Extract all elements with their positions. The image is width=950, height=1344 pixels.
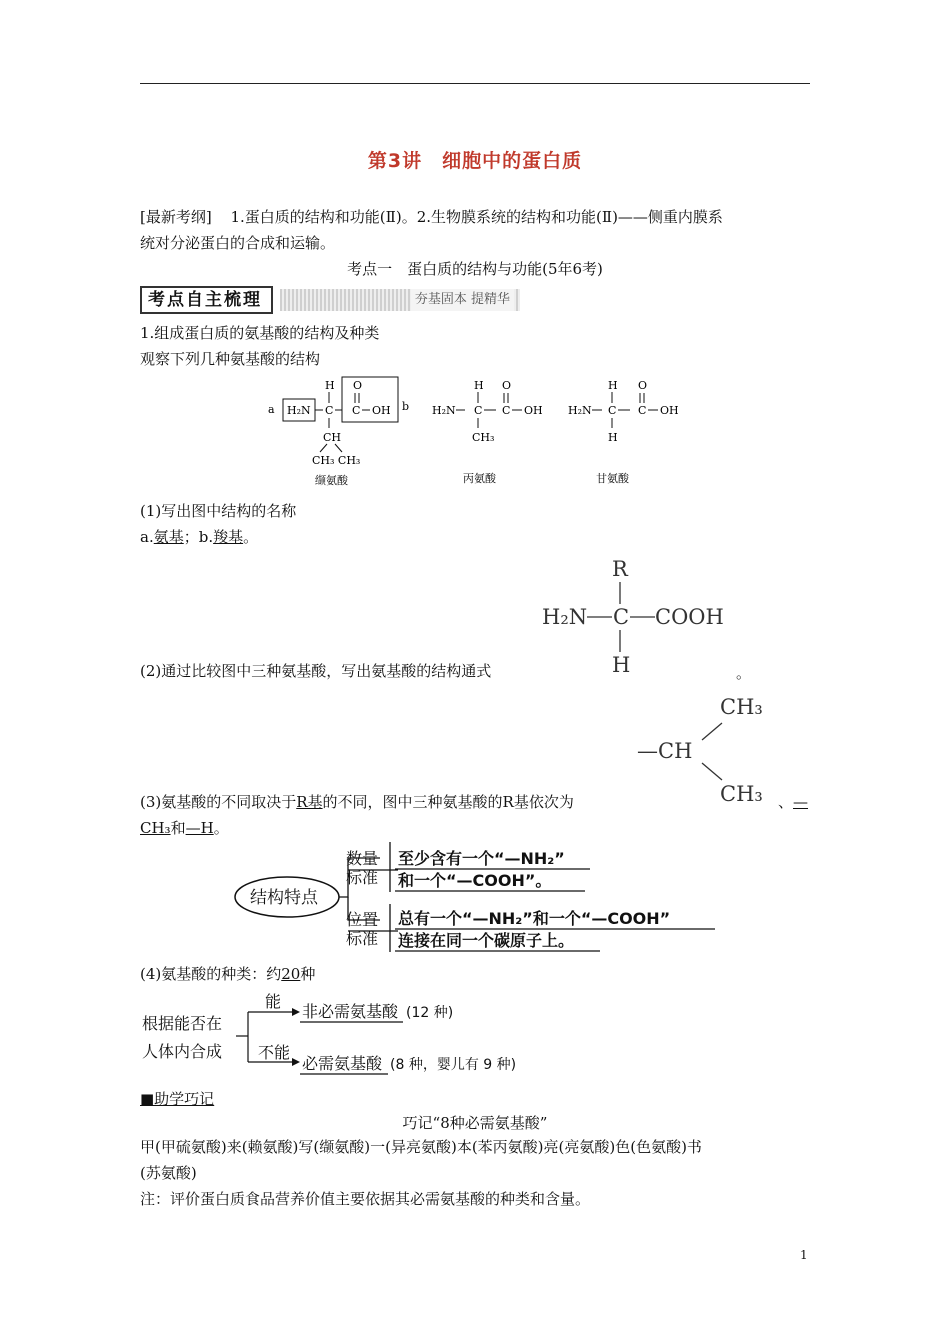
label-b: b [402,400,410,413]
bond [702,763,722,780]
formula-cooh: COOH [655,605,724,629]
tips-label: ■助学巧记 [140,1090,215,1108]
question-4-end: 种 [300,965,316,983]
question-3-mid: 的不同，图中三种氨基酸的R基依次为 [322,793,574,811]
iso-ch3-top: CH₃ [720,695,763,719]
valine-nh2: H₂N [287,404,311,417]
branch-no-label: 不能 [258,1043,291,1062]
iso-ch: —CH [637,739,693,763]
bond [335,444,342,452]
arrowhead [292,1008,300,1016]
valine-h: H [325,379,335,392]
answer-20: 20 [281,965,301,983]
alanine-ch3: CH₃ [472,431,495,444]
nonessential-label: 非必需氨基酸 [302,1002,399,1021]
center-label: 结构特点 [250,888,318,908]
valine-o: O [353,379,363,392]
question-3-tail [778,789,808,815]
question-1: (1)写出图中结构的名称 [140,502,297,520]
isopropyl-r-group [630,688,780,810]
quantity-label-1: 数量 [346,849,379,868]
answer-hydrogen: —H [185,819,214,837]
section-1-intro: 观察下列几种氨基酸的结构 [140,350,321,368]
section-1-heading: 1.组成蛋白质的氨基酸的结构及种类 [140,324,380,342]
exam-outline-text: 1.蛋白质的结构和功能(Ⅱ)。2.生物膜系统的结构和功能(Ⅱ)——侧重内膜系 [230,208,723,226]
position-text-1: 总有一个“—NH₂”和一个“—COOH” [398,909,671,928]
glycine-nh2: H₂N [568,404,592,417]
alanine-h: H [474,379,484,392]
question-4 [140,961,315,987]
answer-methyl: CH₃ [140,819,171,837]
arrowhead [292,1058,300,1066]
valine-name: 缬氨酸 [315,474,348,487]
banner-strip [280,289,520,311]
answer-1-a-prefix: a. [140,528,154,546]
valine-c: C [325,404,334,417]
iso-ch3-bottom: CH₃ [720,782,763,806]
question-2-end: 。 [736,664,752,682]
structure-features-diagram [230,840,730,960]
label-a: a [268,403,275,416]
glycine-oh: OH [660,404,679,417]
branch-yes-label: 能 [265,992,282,1011]
exam-outline-line2: 统对分泌蛋白的合成和运输。 [140,234,336,252]
tips-note: 注：评价蛋白质食品营养价值主要依据其必需氨基酸的种类和含量。 [140,1190,591,1208]
bond [702,723,722,740]
position-label-2: 标准 [346,929,379,948]
question-4-pre: (4)氨基酸的种类：约 [140,965,282,983]
valine-ch3-pair: CH₃ CH₃ [312,454,361,467]
banner-subtitle: 夯基固本 提精华 [411,289,514,311]
essential-note: (8 种，婴儿有 9 种) [390,1057,517,1073]
position-label-1: 位置 [346,910,379,929]
nonessential-note: (12 种) [406,1005,454,1021]
formula-r: R [612,557,628,581]
position-text-2: 连接在同一个碳原子上。 [398,931,575,950]
formula-h2n: H₂N [542,605,588,629]
answer-amino-group: 氨基 [153,528,184,546]
bond [320,444,327,452]
classification-root-2: 人体内合成 [142,1042,223,1061]
question-3-end: 。 [213,819,229,837]
alanine-c2: C [502,404,511,417]
alanine-o: O [502,379,512,392]
question-2: (2)通过比较图中三种氨基酸，写出氨基酸的结构通式 [140,662,492,680]
formula-c: C [613,605,630,629]
valine-ch: CH [323,431,342,444]
answer-1 [140,524,258,550]
point-heading: 考点一 蛋白质的结构与功能(5年6考) [347,260,603,278]
general-formula [535,552,740,682]
answer-r-group: R基 [296,793,323,811]
banner-label: 考点自主梳理 [140,286,273,314]
quantity-text-1: 至少含有一个“—NH₂” [398,849,565,868]
header-rule [140,83,810,84]
essential-label: 必需氨基酸 [302,1054,383,1073]
question-3 [140,789,574,815]
alanine-c: C [474,404,483,417]
page-number: 1 [800,1248,808,1262]
alanine-oh: OH [524,404,543,417]
glycine-name: 甘氨酸 [596,472,629,485]
glycine-o: O [638,379,648,392]
glycine-c2: C [638,404,647,417]
quantity-text-2: 和一个“—COOH”。 [398,871,552,890]
tips-title: 巧记“8种必需氨基酸” [402,1114,548,1132]
alanine-name: 丙氨酸 [463,472,496,485]
answer-1-sep: ；b. [183,528,214,546]
exam-outline-tag: [最新考纲] [140,208,212,226]
quantity-label-2: 标准 [346,868,379,887]
tips-line-1: 甲(甲硫氨酸)来(赖氨酸)写(缬氨酸)一(异亮氨酸)本(苯丙氨酸)亮(亮氨酸)色(色氨酸)书 [140,1138,702,1156]
alanine-nh2: H₂N [432,404,456,417]
formula-h: H [612,653,631,677]
classification-root-1: 根据能否在 [142,1014,223,1033]
answer-methyl-dash: — [793,793,809,811]
section-banner [140,286,520,314]
question-3-line2 [140,815,229,841]
answer-carboxyl-group: 羧基 [213,528,244,546]
question-3-and: 和 [170,819,186,837]
valine-c2: C [352,404,361,417]
question-3-pre: (3)氨基酸的不同取决于 [140,793,297,811]
valine-oh: OH [372,404,391,417]
exam-outline-line1 [140,204,723,230]
glycine-h: H [608,379,618,392]
tips-line-2: (苏氨酸) [140,1164,197,1182]
page-title: 第3讲 细胞中的蛋白质 [367,150,583,172]
amino-acid-structures [260,372,680,492]
glycine-c: C [608,404,617,417]
question-3-comma: 、 [778,793,794,811]
glycine-h2: H [608,431,618,444]
answer-1-end: 。 [243,528,259,546]
classification-diagram [140,990,560,1080]
